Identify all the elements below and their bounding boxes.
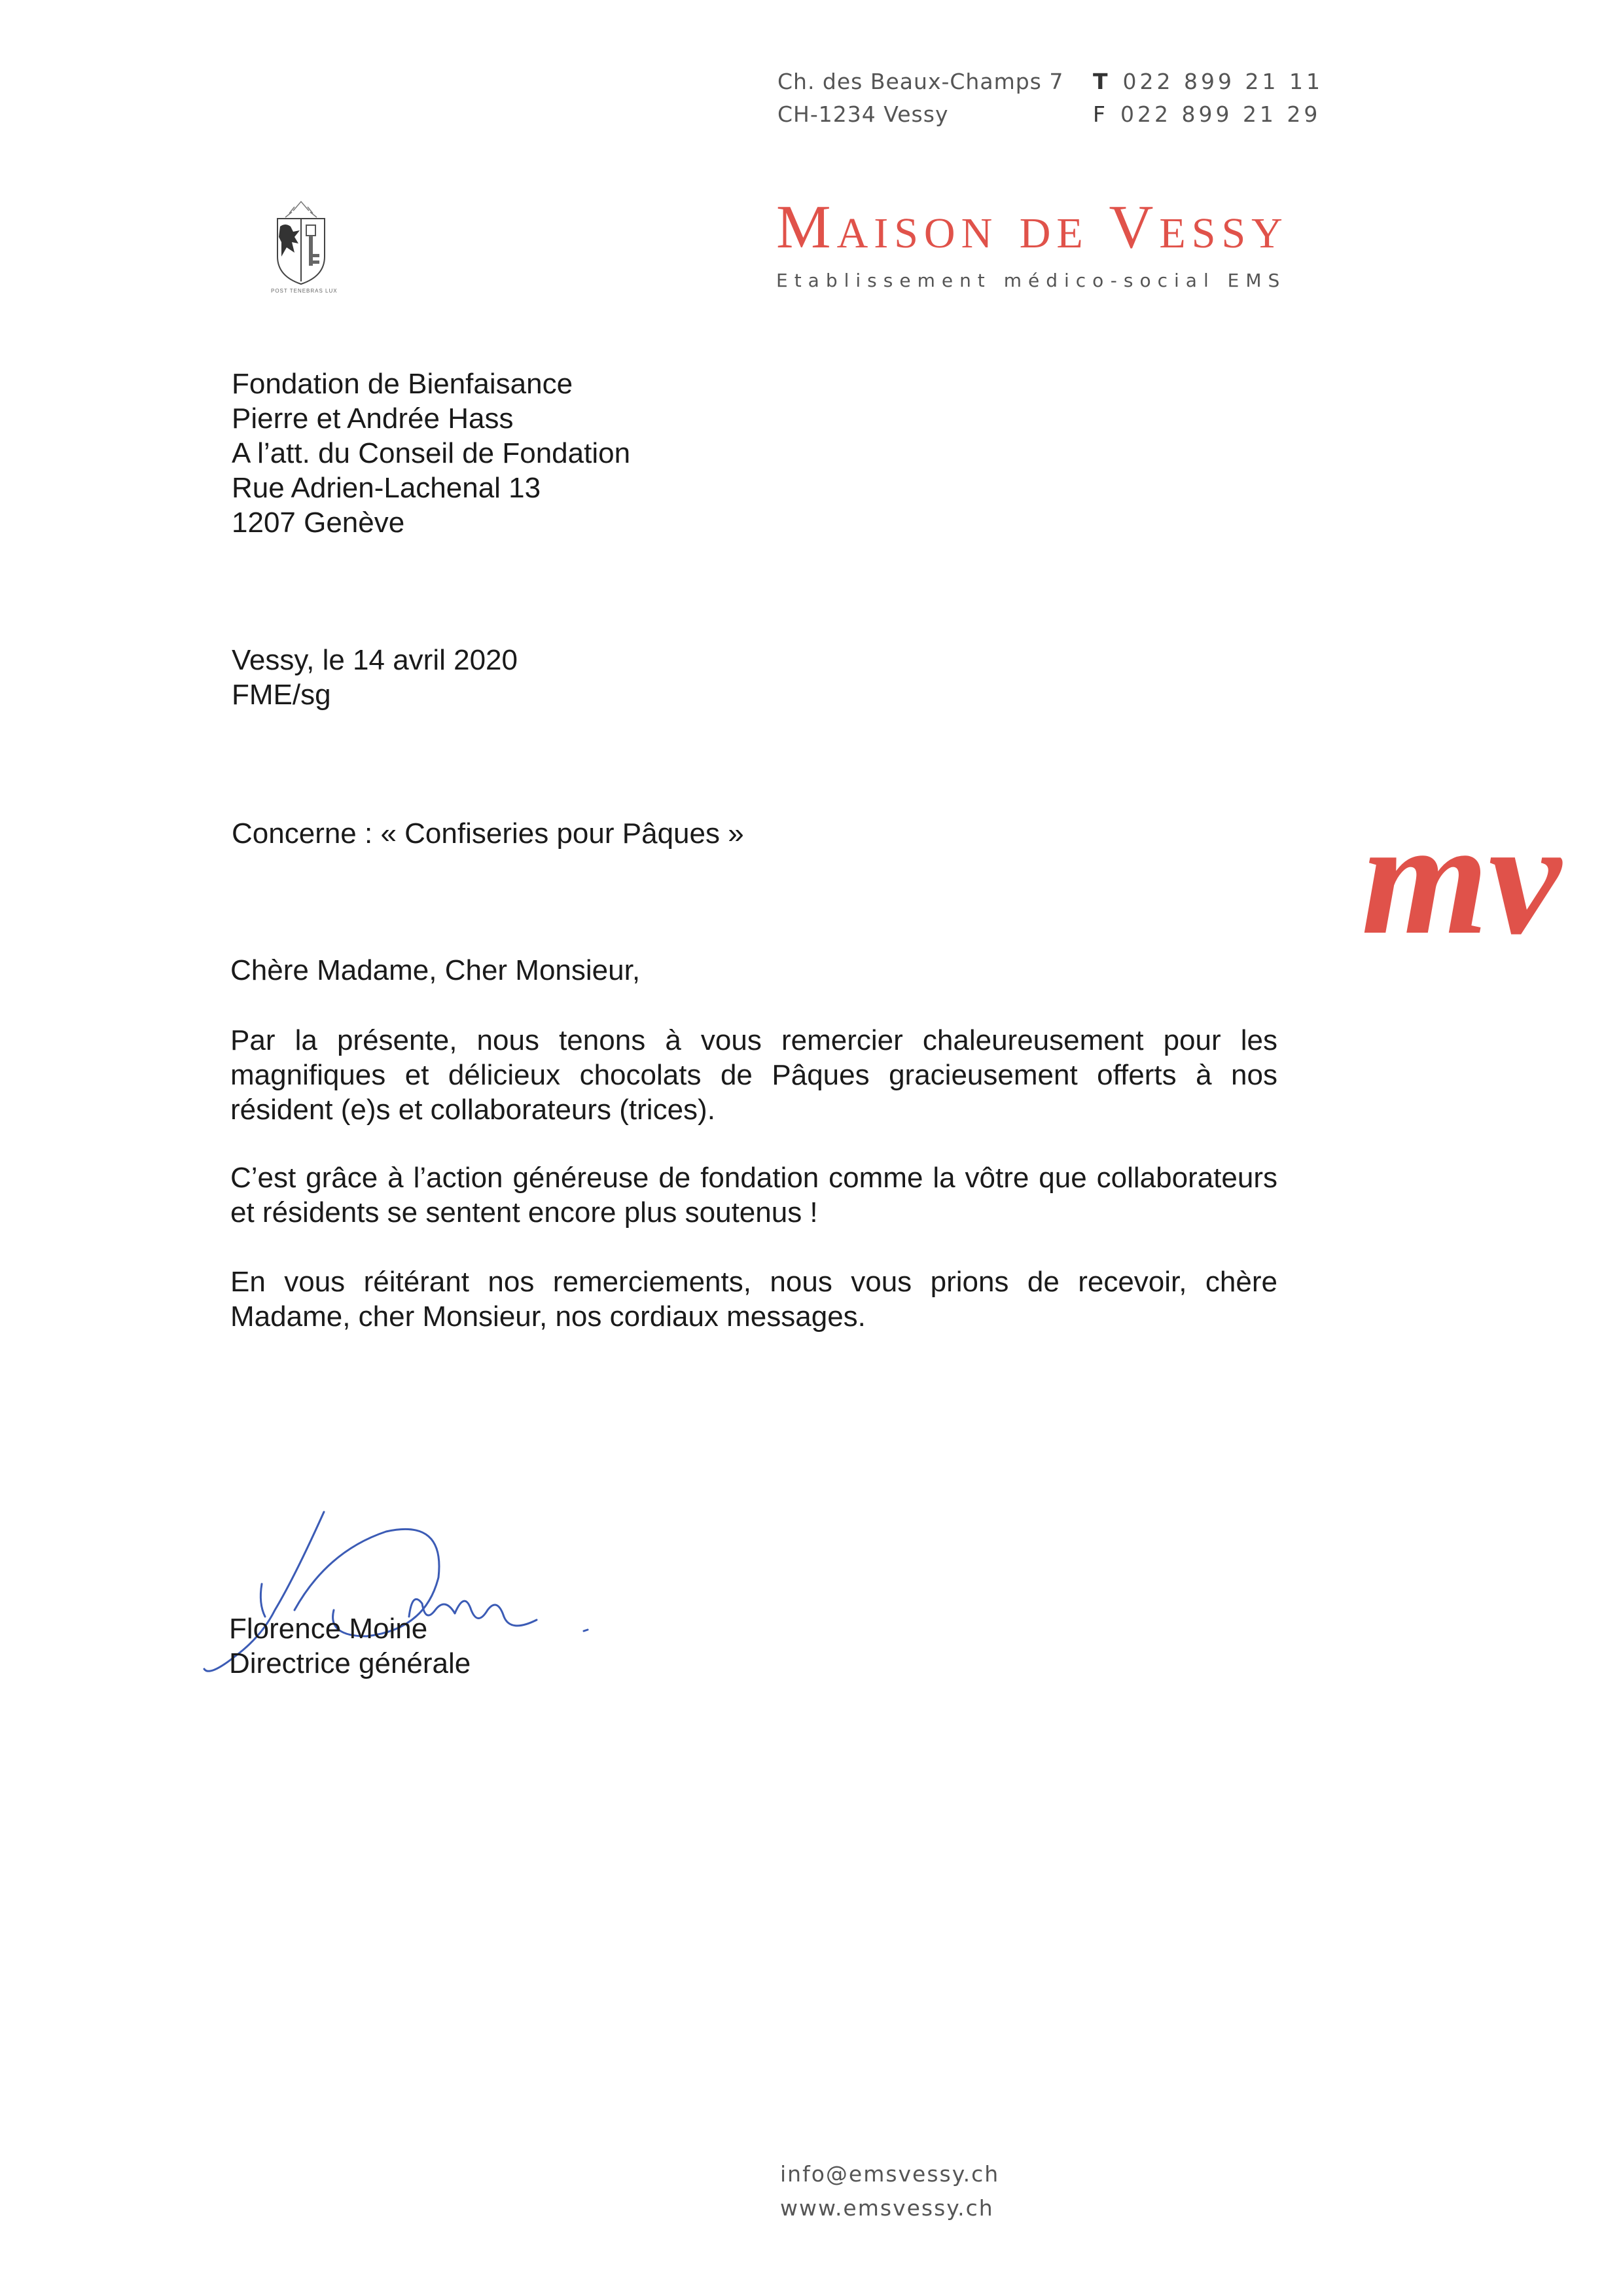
address-city: CH-1234 Vessy: [777, 101, 949, 127]
phone-number: 022 899 21 11: [1122, 69, 1323, 94]
salutation: Chère Madame, Cher Monsieur,: [230, 954, 641, 986]
recipient-line: 1207 Genève: [232, 507, 405, 539]
signatory-title: Directrice générale: [229, 1647, 471, 1679]
recipient-address: [232, 367, 630, 540]
letter-subject: Concerne : « Confiseries pour Pâques »: [232, 817, 744, 850]
contact-phones: [1093, 65, 1323, 131]
recipient-line: Fondation de Bienfaisance: [232, 368, 573, 400]
phone-label: T: [1093, 69, 1109, 94]
crest-motto: POST TENEBRAS LUX: [271, 288, 338, 294]
brand-name: Maison de Vessy: [776, 193, 1289, 261]
geneva-crest-logo: [266, 196, 336, 301]
body-paragraph: Par la présente, nous tenons à vous remercier chaleureusement pour les magnifiques et délicieux chocolats de Pâques gracieusement offerts à nos résident (e)s et collaborateurs (trices).: [230, 1024, 1277, 1126]
brand-tagline: Etablissement médico-social EMS: [776, 270, 1287, 291]
fax-line: [1093, 98, 1323, 131]
body-paragraph: En vous réitérant nos remerciements, nous vous prions de recevoir, chère Madame, cher Monsieur, nos cordiaux messages.: [230, 1266, 1277, 1333]
fax-label: F: [1093, 101, 1106, 127]
body-paragraph: C’est grâce à l’action généreuse de fondation comme la vôtre que collaborateurs et résidents se sentent encore plus soutenus !: [230, 1162, 1277, 1229]
contact-address: [777, 65, 1063, 131]
letter-reference: FME/sg: [232, 679, 331, 711]
address-street: Ch. des Beaux-Champs 7: [777, 69, 1064, 94]
recipient-line: Rue Adrien-Lachenal 13: [232, 472, 541, 504]
signatory: [229, 1611, 471, 1681]
mv-logo-mark: [1355, 782, 1571, 952]
signatory-name: Florence Moine: [229, 1613, 428, 1645]
letter-meta: [232, 643, 518, 712]
crest-icon: [266, 196, 336, 301]
footer-website[interactable]: www.emsvessy.ch: [780, 2195, 994, 2221]
recipient-line: A l’att. du Conseil de Fondation: [232, 437, 631, 469]
mv-letters: mv: [1361, 787, 1561, 952]
footer-contact: [780, 2157, 999, 2225]
recipient-line: Pierre et Andrée Hass: [232, 403, 514, 435]
mv-logo: [1355, 782, 1571, 952]
fax-number: 022 899 21 29: [1120, 101, 1321, 127]
footer-email[interactable]: info@emsvessy.ch: [780, 2161, 1000, 2187]
letter-date: Vessy, le 14 avril 2020: [232, 644, 518, 676]
phone-line: [1093, 65, 1323, 98]
